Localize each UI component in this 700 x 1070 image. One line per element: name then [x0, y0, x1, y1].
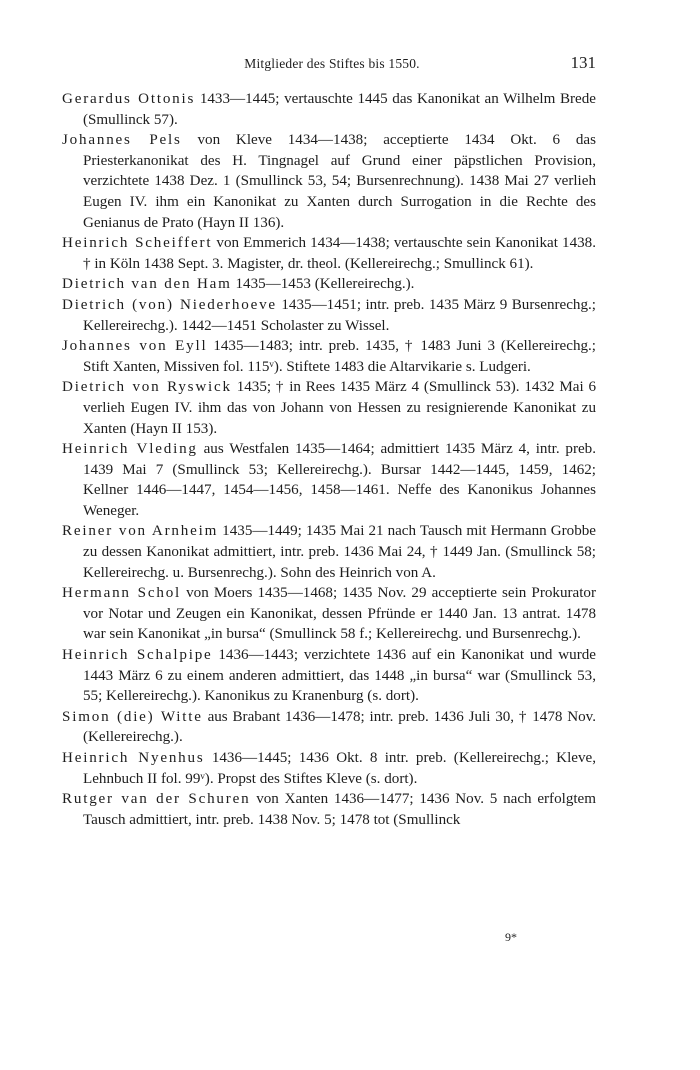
entry-list [62, 89, 596, 830]
entry-text: 1436—1443; verzichtete 1436 auf ein Kanonikat und wurde 1443 März 6 zu einem anderen admittiert, das 1448 „in bursa“ war (Smullinck 53, 55; Kellereirechg.). Kanonikus zu Kranenburg (s. dort). [83, 647, 597, 705]
entry-name: Heinrich Vleding [62, 441, 198, 458]
entry-text: 1433—1445; vertauschte 1445 das Kanonikat an Wilhelm Brede (Smullinck 57). [83, 91, 597, 128]
entry-name: Rutger van der Schuren [62, 791, 251, 808]
entry-text: 1435—1453 (Kellereirechg.). [231, 276, 415, 293]
entry-name: Heinrich Nyenhus [62, 750, 205, 766]
entry [62, 645, 596, 707]
entry-text: 1435—1449; 1435 Mai 21 nach Tausch mit Hermann Grobbe zu dessen Kanonikat admittiert, intr. preb. 1436 Mai 24, † 1449 Jan. (Smullinck 58; Kellereirechg. u. Bursenrechg.). Sohn des Heinrich von A. [83, 523, 596, 581]
entry-text: 1435—1483; intr. preb. 1435, † 1483 Juni 3 (Kellereirechg.; Stift Xanten, Missiven fol. 115ᵛ). Stiftete 1483 die Altarvikarie s. Ludgeri. [83, 338, 597, 375]
entry [62, 583, 596, 645]
entry-text: von Moers 1435—1468; 1435 Nov. 29 acceptierte sein Prokurator vor Notar und Zeugen ein Kanonikat, dessen Pfründe er 1440 Jan. 13 antrat. 1478 war sein Kanonikat „in bursa“ (Smullinck 58 f.; Kellereirechg. und Bursenrechg.). [83, 585, 596, 643]
entry-name: Simon (die) Witte [62, 708, 203, 725]
entry [62, 789, 596, 830]
entry-text: aus Brabant 1436—1478; intr. preb. 1436 Juli 30, † 1478 Nov. (Kellereirechg.). [83, 708, 596, 746]
entry [62, 89, 596, 130]
entry-text: aus Westfalen 1435—1464; admittiert 1435 März 4, intr. preb. 1439 Mai 7 (Smullinck 53; Kellereirechg.). Bursar 1442—1445, 1459, 1462; Kellner 1446—1447, 1454—1456, 1458—1461. Neffe des Kanonikus Johannes Weneger. [83, 441, 596, 519]
entry-text: von Xanten 1436—1477; 1436 Nov. 5 nach erfolgtem Tausch admittiert, intr. preb. 1438 Nov. 5; 1478 tot (Smullinck [83, 791, 596, 828]
entry-name: Reiner von Arnheim [62, 523, 219, 540]
sheet-signature: 9* [505, 930, 517, 944]
running-header [62, 53, 602, 80]
entry-text: 1435—1451; intr. preb. 1435 März 9 Bursenrechg.; Kellereirechg.). 1442—1451 Scholaster zu Wissel. [83, 296, 596, 334]
entry-name: Heinrich Scheiffert [62, 235, 213, 252]
entry-text: 1435; † in Rees 1435 März 4 (Smullinck 53). 1432 Mai 6 verlieh Eugen IV. ihm das von Johann von Hessen zu resignierende Kanonikat zu Xanten (Hayn II 153). [83, 379, 596, 437]
entry [62, 295, 596, 336]
entry [62, 274, 596, 295]
entry-text: 1436—1445; 1436 Okt. 8 intr. preb. (Kellereirechg.; Kleve, Lehnbuch II fol. 99ᵛ). Propst des Stiftes Kleve (s. dort). [83, 750, 596, 787]
entry-name: Gerardus Ottonis [62, 91, 196, 107]
entry-name: Hermann Schol [62, 585, 182, 602]
page-number: 131 [570, 53, 596, 72]
entry [62, 336, 596, 377]
entry-name: Dietrich (von) Niederhoeve [62, 296, 277, 313]
entry [62, 130, 596, 233]
entry-name: Johannes von Eyll [62, 338, 208, 355]
entry [62, 521, 596, 583]
entry [62, 233, 596, 274]
entry-name: Dietrich von Ryswick [62, 379, 232, 396]
entry [62, 748, 596, 789]
entry-text: von Kleve 1434—1438; acceptierte 1434 Okt. 6 das Priesterkanonikat des H. Tingnagel auf Grund einer päpstlichen Provision, verzichtete 1438 Dez. 1 (Smullinck 53, 54; Bursenrechnung). 1438 Mai 27 verlieh Eugen IV. ihm ein Kanonikat zu Xanten durch Surrogation in die Rechte des Genianus de Prato (Hayn II 136). [83, 132, 596, 231]
entry-name: Heinrich Schalpipe [62, 647, 213, 664]
entry-name: Johannes Pels [62, 132, 182, 149]
entry [62, 439, 596, 521]
entry-name: Dietrich van den Ham [62, 276, 232, 293]
header-title: Mitglieder des Stiftes bis 1550. [244, 56, 420, 71]
entry [62, 707, 596, 748]
entry [62, 377, 596, 439]
entry-text: von Emmerich 1434—1438; vertauschte sein Kanonikat 1438. † in Köln 1438 Sept. 3. Magister, dr. theol. (Kellereirechg.; Smullinck 61). [83, 235, 596, 272]
